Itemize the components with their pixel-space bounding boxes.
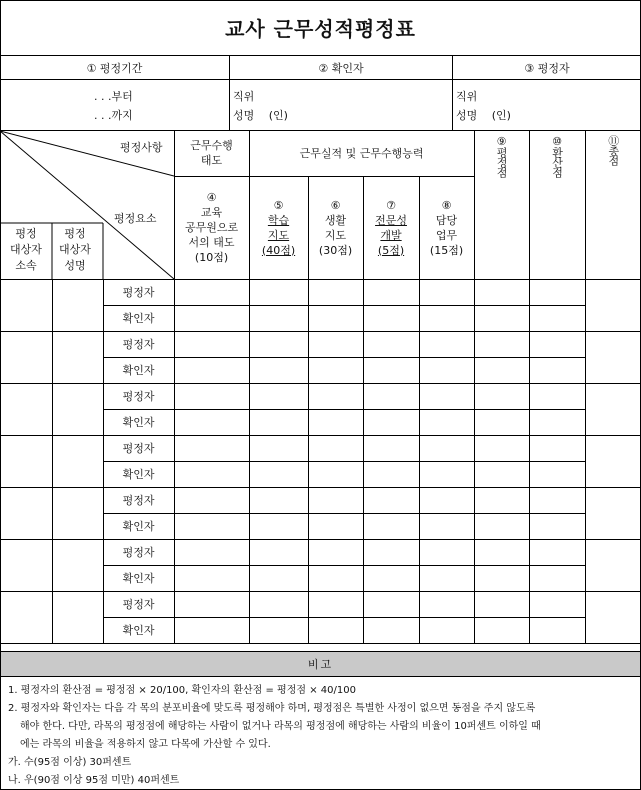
note-2a: 2. 평정자와 확인자는 다음 각 목의 분포비율에 맞도록 평정해야 하며, 평정점은 특별한 사정이 없으면 동점을 주지 않도록 [8, 703, 536, 714]
score-cell[interactable] [419, 513, 474, 539]
score-cell[interactable] [474, 279, 529, 305]
score-cell[interactable] [419, 487, 474, 513]
score-cell[interactable] [474, 539, 529, 565]
score-cell[interactable] [308, 461, 363, 487]
score-cell[interactable] [363, 513, 419, 539]
target-affil-cell[interactable] [0, 539, 52, 591]
score-cell[interactable] [174, 617, 249, 643]
role-confirmer: 확인자 [103, 357, 174, 383]
col-learning [249, 176, 308, 279]
score-cell[interactable] [249, 617, 308, 643]
score-cell[interactable] [308, 331, 363, 357]
period-to: . . .까지 [94, 109, 133, 122]
score-cell[interactable] [419, 357, 474, 383]
role-evaluator: 평정자 [103, 487, 174, 513]
col-expertise-num: ⑦ [386, 198, 396, 212]
score-cell[interactable] [474, 305, 529, 331]
score-cell[interactable] [249, 331, 308, 357]
target-affil-label: 평정 대상자 소속 [10, 227, 42, 272]
table-row [0, 487, 641, 513]
role-evaluator: 평정자 [103, 539, 174, 565]
role-confirmer: 확인자 [103, 305, 174, 331]
col-duty [419, 176, 474, 279]
score-cell[interactable] [529, 539, 585, 565]
score-cell[interactable] [419, 383, 474, 409]
note-na: 나. 우(90점 이상 95점 미만) 40퍼센트 [8, 775, 180, 786]
notes-heading: 비고 [0, 651, 641, 677]
total-cell[interactable] [585, 539, 641, 591]
score-cell[interactable] [174, 565, 249, 591]
table-row [0, 539, 641, 565]
col-expertise [363, 176, 419, 279]
score-cell[interactable] [529, 617, 585, 643]
col-expertise-a: 전문성 [375, 213, 407, 227]
score-cell[interactable] [249, 487, 308, 513]
score-cell[interactable] [249, 565, 308, 591]
target-name-cell[interactable] [52, 435, 103, 487]
score-cell[interactable] [419, 591, 474, 617]
col-attitude-num: ④ [206, 191, 217, 204]
col-duty-text: 담당 업무 (15점) [429, 213, 464, 257]
score-cell[interactable] [308, 357, 363, 383]
score-cell[interactable] [174, 591, 249, 617]
table-row [0, 279, 641, 305]
col-expertise-b: 개발 [380, 228, 402, 242]
col-expertise-c: (5점) [377, 243, 405, 257]
notes-body [8, 682, 636, 790]
target-name-cell[interactable] [52, 331, 103, 383]
total-cell[interactable] [585, 279, 641, 331]
evaluator-name: 성명 (인) [456, 109, 511, 122]
score-cell[interactable] [308, 513, 363, 539]
score-cell[interactable] [308, 383, 363, 409]
target-affil-cell[interactable] [0, 383, 52, 435]
col-life-num: ⑥ [330, 198, 341, 212]
score-cell[interactable] [529, 591, 585, 617]
score-cell[interactable] [363, 305, 419, 331]
target-name-cell[interactable] [52, 279, 103, 331]
score-cell[interactable] [249, 305, 308, 331]
score-cell[interactable] [363, 591, 419, 617]
evaluator-position: 직위 [456, 90, 478, 103]
col-duty-num: ⑧ [441, 198, 452, 212]
score-cell[interactable] [529, 331, 585, 357]
score-cell[interactable] [529, 279, 585, 305]
score-cell[interactable] [249, 435, 308, 461]
table-row [0, 331, 641, 357]
score-cell[interactable] [474, 487, 529, 513]
target-name-label: 평정 대상자 성명 [59, 227, 91, 272]
note-2b: 해야 한다. 다만, 라목의 평정점에 해당하는 사람이 없거나 라목의 평정점에 해당하는 사람의 비율이 10퍼센트 이하일 때 [20, 721, 541, 732]
role-confirmer: 확인자 [103, 617, 174, 643]
corner-items-label: 평정사항 [120, 141, 163, 154]
score-cell[interactable] [474, 357, 529, 383]
evaluator-field[interactable] [453, 80, 641, 131]
table-row [0, 383, 641, 409]
score-cell[interactable] [308, 617, 363, 643]
role-evaluator: 평정자 [103, 591, 174, 617]
score-cell[interactable] [363, 331, 419, 357]
target-name-cell[interactable] [52, 383, 103, 435]
attitude-group-header: 근무수행 태도 [174, 131, 249, 176]
role-confirmer: 확인자 [103, 565, 174, 591]
title-row [0, 0, 641, 56]
score-cell[interactable] [363, 357, 419, 383]
score-cell[interactable] [174, 331, 249, 357]
confirmer-header: ② 확인자 [230, 56, 453, 80]
target-affil-cell[interactable] [0, 591, 52, 643]
score-cell[interactable] [474, 383, 529, 409]
score-cell[interactable] [249, 461, 308, 487]
role-confirmer: 확인자 [103, 409, 174, 435]
role-evaluator: 평정자 [103, 435, 174, 461]
score-cell[interactable] [474, 565, 529, 591]
table-row [0, 591, 641, 617]
target-affil-cell[interactable] [0, 331, 52, 383]
table-body [0, 279, 641, 643]
total-cell[interactable] [585, 591, 641, 643]
score-cell[interactable] [363, 279, 419, 305]
score-cell[interactable] [419, 617, 474, 643]
target-name-cell[interactable] [52, 487, 103, 539]
evaluator-header: ③ 평정자 [453, 56, 641, 80]
score-cell[interactable] [529, 461, 585, 487]
score-cell[interactable] [474, 617, 529, 643]
score-cell[interactable] [308, 435, 363, 461]
score-cell[interactable] [419, 435, 474, 461]
col-learning-c: (40점) [261, 243, 296, 257]
score-cell[interactable] [249, 513, 308, 539]
score-cell[interactable] [363, 461, 419, 487]
score-cell[interactable] [249, 279, 308, 305]
score-cell[interactable] [474, 591, 529, 617]
page-title: 교사 근무성적평정표 [225, 17, 416, 41]
score-cell[interactable] [363, 565, 419, 591]
total-header: ⑪총점 [585, 131, 641, 279]
period-field[interactable] [0, 80, 230, 131]
total-cell[interactable] [585, 331, 641, 383]
score-cell[interactable] [174, 279, 249, 305]
role-evaluator: 평정자 [103, 279, 174, 305]
score-cell[interactable] [308, 279, 363, 305]
score-cell[interactable] [419, 461, 474, 487]
score-cell[interactable] [419, 539, 474, 565]
score-cell[interactable] [419, 279, 474, 305]
score-cell[interactable] [474, 461, 529, 487]
score-cell[interactable] [249, 539, 308, 565]
score-cell[interactable] [174, 435, 249, 461]
score-cell[interactable] [174, 461, 249, 487]
total-cell[interactable] [585, 487, 641, 539]
score-cell[interactable] [249, 357, 308, 383]
score-cell[interactable] [174, 383, 249, 409]
col-life-text: 생활 지도 (30점) [318, 213, 353, 257]
score-cell[interactable] [529, 383, 585, 409]
score-cell[interactable] [308, 565, 363, 591]
col-learning-a: 학습 [267, 213, 290, 227]
score-cell[interactable] [308, 591, 363, 617]
evaluation-table [0, 131, 641, 644]
score-cell[interactable] [174, 305, 249, 331]
score-cell[interactable] [529, 305, 585, 331]
period-from: . . .부터 [94, 90, 133, 103]
score-cell[interactable] [363, 539, 419, 565]
period-header: ① 평정기간 [0, 56, 230, 80]
col-attitude [174, 176, 249, 279]
col-attitude-text: 교육 공무원으로 서의 태도 (10점) [184, 206, 239, 264]
score-cell[interactable] [529, 487, 585, 513]
target-affil-cell[interactable] [0, 435, 52, 487]
target-name-cell[interactable] [52, 591, 103, 643]
table-row [0, 435, 641, 461]
note-ga: 가. 수(95점 이상) 30퍼센트 [8, 757, 132, 768]
score-cell[interactable] [308, 539, 363, 565]
note-2c: 에는 라목의 비율을 적용하지 않고 다목에 가산할 수 있다. [20, 739, 271, 750]
total-cell[interactable] [585, 383, 641, 435]
score-cell[interactable] [363, 487, 419, 513]
score-cell[interactable] [308, 409, 363, 435]
score-cell[interactable] [529, 513, 585, 539]
score-cell[interactable] [308, 487, 363, 513]
score-cell[interactable] [363, 409, 419, 435]
role-confirmer: 확인자 [103, 513, 174, 539]
score-cell[interactable] [419, 331, 474, 357]
col-learning-b: 지도 [267, 228, 290, 242]
score-cell[interactable] [363, 435, 419, 461]
target-affil-cell[interactable] [0, 279, 52, 331]
score-cell[interactable] [474, 409, 529, 435]
score-cell[interactable] [474, 513, 529, 539]
converted-header: ⑩환산점 [529, 131, 585, 279]
score-cell[interactable] [419, 305, 474, 331]
score-cell[interactable] [529, 565, 585, 591]
score-cell[interactable] [249, 409, 308, 435]
total-cell[interactable] [585, 435, 641, 487]
score-cell[interactable] [363, 383, 419, 409]
corner-header [0, 131, 174, 279]
target-name-cell[interactable] [52, 539, 103, 591]
score-cell[interactable] [474, 331, 529, 357]
score-cell[interactable] [474, 435, 529, 461]
col-life [308, 176, 363, 279]
score-cell[interactable] [363, 617, 419, 643]
target-affil-cell[interactable] [0, 487, 52, 539]
score-cell[interactable] [174, 513, 249, 539]
score-cell[interactable] [529, 357, 585, 383]
corner-elements-label: 평정요소 [114, 212, 157, 225]
role-evaluator: 평정자 [103, 331, 174, 357]
confirmer-position: 직위 [233, 90, 255, 103]
score-cell[interactable] [249, 383, 308, 409]
role-confirmer: 확인자 [103, 461, 174, 487]
confirmer-name: 성명 (인) [233, 109, 288, 122]
score-cell[interactable] [174, 539, 249, 565]
score-cell[interactable] [529, 435, 585, 461]
score-cell[interactable] [308, 305, 363, 331]
performance-group-header: 근무실적 및 근무수행능력 [249, 131, 474, 176]
score-header: ⑨평정점 [474, 131, 529, 279]
score-cell[interactable] [174, 357, 249, 383]
score-cell[interactable] [174, 409, 249, 435]
score-cell[interactable] [419, 409, 474, 435]
note-1: 1. 평정자의 환산점 = 평정점 × 20/100, 확인자의 환산점 = 평정점 × 40/100 [8, 685, 356, 696]
score-cell[interactable] [174, 487, 249, 513]
role-evaluator: 평정자 [103, 383, 174, 409]
confirmer-field[interactable] [230, 80, 453, 131]
score-cell[interactable] [529, 409, 585, 435]
score-cell[interactable] [249, 591, 308, 617]
score-cell[interactable] [419, 565, 474, 591]
col-learning-num: ⑤ [273, 198, 284, 212]
